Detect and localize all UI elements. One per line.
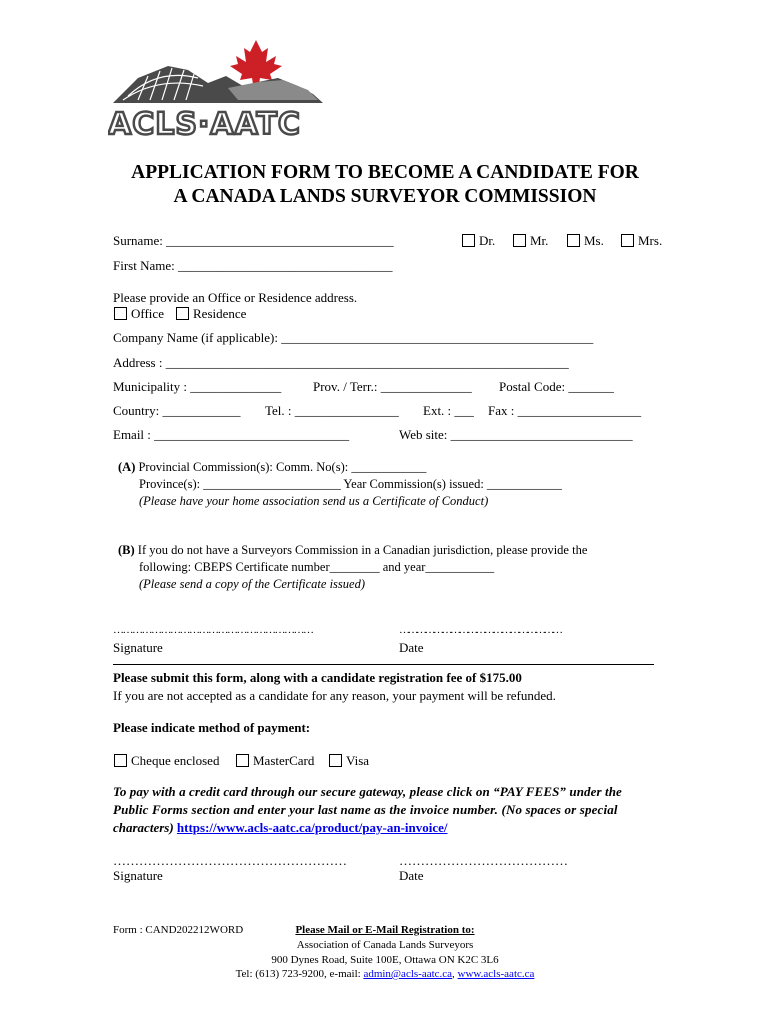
residence-option[interactable] (176, 306, 246, 322)
section-a-label: (A) (118, 460, 136, 474)
checkbox[interactable] (567, 234, 580, 247)
section-b-line1: If you do not have a Surveyors Commission in a Canadian jurisdiction, please provide the (137, 543, 588, 557)
office-option[interactable] (114, 306, 164, 322)
logo-graphic (108, 38, 333, 138)
cheque-label: Cheque enclosed (131, 753, 220, 768)
visa-option[interactable] (329, 753, 369, 769)
form-id: Form : CAND202212WORD (113, 924, 244, 936)
title-mr-label: Mr. (530, 233, 549, 248)
title-ms-option[interactable] (567, 233, 604, 249)
form-title-line1: APPLICATION FORM TO BECOME A CANDIDATE FOR (131, 162, 639, 183)
cheque-option[interactable] (114, 753, 219, 769)
mastercard-option[interactable] (236, 753, 314, 769)
title-mrs-label: Mrs. (638, 233, 663, 248)
section-a-line2[interactable]: Province(s): ______________________ Year Commission(s) issued: ____________ (139, 477, 562, 491)
postal-code-field[interactable]: Postal Code: _______ (499, 379, 614, 394)
checkbox[interactable] (176, 307, 189, 320)
signature-label-2: Signature (113, 868, 163, 883)
residence-label: Residence (193, 306, 247, 321)
ext-field[interactable]: Ext. : ___ (423, 403, 474, 418)
section-a-line1[interactable]: Provincial Commission(s): Comm. No(s): ____________ (138, 460, 427, 474)
municipality-field[interactable]: Municipality : ______________ (113, 379, 282, 394)
email-link[interactable]: admin@acls-aatc.ca (363, 968, 453, 980)
acls-aatc-logo (108, 38, 333, 138)
first-name-field[interactable]: First Name: _________________________________ (113, 258, 393, 273)
contact-sep: , (452, 968, 458, 980)
company-field[interactable]: Company Name (if applicable): ________________________________________________ (113, 330, 594, 345)
checkbox[interactable] (462, 234, 475, 247)
refund-notice: If you are not accepted as a candidate for any reason, your payment will be refunded. (113, 688, 556, 703)
office-label: Office (131, 306, 164, 321)
section-a (118, 460, 426, 475)
payment-instructions-3-text: characters) (113, 820, 174, 835)
address-field[interactable]: Address : ______________________________________________________________ (113, 355, 569, 370)
date-line-2[interactable]: ………………………………… (399, 853, 568, 868)
section-a-note: (Please have your home association send us a Certificate of Conduct) (139, 494, 489, 508)
section-b (118, 543, 587, 558)
checkbox[interactable] (236, 754, 249, 767)
email-field[interactable]: Email : ______________________________ (113, 427, 350, 442)
payment-instructions-1: To pay with a credit card through our secure gateway, please click on “PAY FEES” under the (113, 784, 622, 799)
contact-prefix: Tel: (613) 723-9200, e-mail: (235, 968, 364, 980)
title-ms-label: Ms. (584, 233, 604, 248)
payment-instructions-2: Public Forms section and enter your last name as the invoice number. (No spaces or special (113, 802, 618, 817)
checkbox[interactable] (329, 754, 342, 767)
signature-line-2[interactable]: ……………………………………………… (113, 853, 347, 868)
signature-line-1[interactable]: ……………………………………………………… (113, 624, 313, 636)
signature-label-1: Signature (113, 640, 163, 655)
divider (113, 664, 654, 665)
website-field[interactable]: Web site: ____________________________ (399, 427, 633, 442)
date-line-1[interactable]: ………………………………………………… (399, 624, 561, 636)
title-mr-option[interactable] (513, 233, 548, 249)
surname-field[interactable]: Surname: ___________________________________ (113, 233, 394, 248)
logo-wordmark: ACLS·AATC (108, 107, 301, 138)
fee-notice: Please submit this form, along with a candidate registration fee of $175.00 (113, 670, 522, 685)
province-field[interactable]: Prov. / Terr.: ______________ (313, 379, 472, 394)
mastercard-label: MasterCard (253, 753, 315, 768)
payment-heading: Please indicate method of payment: (113, 720, 311, 735)
tel-field[interactable]: Tel. : ________________ (265, 403, 399, 418)
section-b-line2[interactable]: following: CBEPS Certificate number________ and year___________ (139, 560, 495, 574)
org-name: Association of Canada Lands Surveyors (296, 939, 474, 951)
country-field[interactable]: Country: ____________ (113, 403, 241, 418)
checkbox[interactable] (114, 754, 127, 767)
title-dr-label: Dr. (479, 233, 496, 248)
address-prompt: Please provide an Office or Residence address. (113, 290, 358, 305)
form-title-line2: A CANADA LANDS SURVEYOR COMMISSION (173, 186, 597, 207)
org-address: 900 Dynes Road, Suite 100E, Ottawa ON K2C 3L6 (271, 954, 499, 966)
fax-field[interactable]: Fax : ___________________ (488, 403, 642, 418)
title-dr-option[interactable] (462, 233, 495, 249)
visa-label: Visa (346, 753, 370, 768)
section-b-label: (B) (118, 543, 135, 557)
date-label-2: Date (399, 868, 424, 883)
checkbox[interactable] (621, 234, 634, 247)
website-link[interactable]: www.acls-aatc.ca (457, 968, 535, 980)
pay-invoice-link[interactable]: https://www.acls-aatc.ca/product/pay-an-invoice/ (176, 820, 448, 835)
section-b-note: (Please send a copy of the Certificate issued) (139, 577, 365, 591)
mail-heading: Please Mail or E-Mail Registration to: (295, 924, 475, 936)
payment-instructions-3 (113, 820, 448, 836)
title-mrs-option[interactable] (621, 233, 662, 249)
date-label-1: Date (399, 640, 424, 655)
checkbox[interactable] (513, 234, 526, 247)
org-contact (0, 968, 770, 980)
checkbox[interactable] (114, 307, 127, 320)
